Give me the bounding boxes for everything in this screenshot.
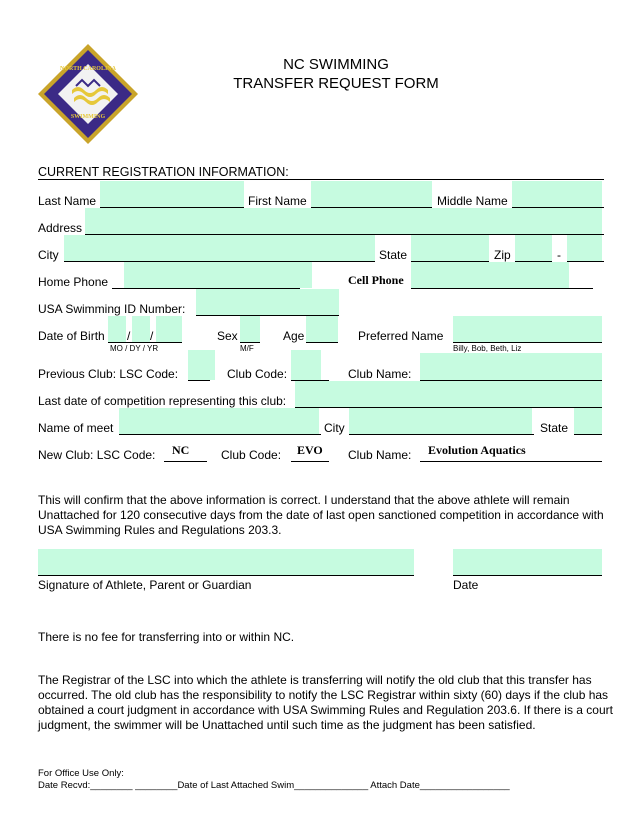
cell-phone-underline — [411, 288, 593, 289]
previous-club-label: Previous Club: LSC Code: — [38, 367, 179, 381]
prev-lsc-field[interactable] — [188, 350, 215, 380]
name-of-meet-label: Name of meet — [38, 421, 114, 435]
logo-diamond-icon — [36, 42, 140, 146]
dob-year-field[interactable] — [156, 316, 182, 342]
preferred-name-label: Preferred Name — [358, 329, 444, 343]
age-label: Age — [283, 329, 305, 343]
fee-text: There is no fee for transferring into or within NC. — [38, 630, 295, 644]
middle-name-field[interactable] — [512, 181, 602, 207]
first-name-field[interactable] — [311, 181, 432, 207]
meet-city-label: City — [324, 421, 345, 435]
meet-name-field[interactable] — [119, 408, 319, 434]
new-club-code-underline — [291, 461, 329, 462]
zip-ext-underline — [567, 261, 604, 262]
nc-swimming-logo — [36, 42, 140, 146]
meet-state-underline — [574, 434, 602, 435]
section-rule — [38, 179, 604, 180]
prev-club-code-label: Club Code: — [227, 367, 288, 381]
zip-label: Zip — [494, 248, 511, 262]
new-club-name-underline — [420, 461, 602, 462]
preferred-name-hint: Billy, Bob, Beth, Liz — [453, 344, 522, 353]
city-label: City — [38, 248, 59, 262]
last-name-field[interactable] — [100, 181, 244, 207]
first-name-label: First Name — [248, 194, 307, 208]
age-field[interactable] — [306, 316, 338, 342]
prev-lsc-underline — [188, 380, 210, 381]
new-club-name-value[interactable]: Evolution Aquatics — [428, 443, 526, 457]
meet-state-field[interactable] — [574, 408, 602, 434]
cell-phone-label: Cell Phone — [348, 273, 404, 287]
dob-slash-2: / — [150, 329, 154, 343]
last-date-label: Last date of competition representing this club: — [38, 394, 287, 408]
city-field[interactable] — [64, 235, 375, 261]
logo-bottom-text: SWIMMING — [70, 114, 106, 120]
dob-day-field[interactable] — [132, 316, 150, 342]
signature-label: Signature of Athlete, Parent or Guardian — [38, 578, 252, 592]
usa-id-label: USA Swimming ID Number: — [38, 302, 186, 316]
office-use-fields: Date Recvd:________ ________Date of Last Attached Swim______________ Attach Date_________________ — [38, 780, 510, 791]
meet-city-underline — [349, 434, 534, 435]
sex-underline — [240, 342, 260, 343]
preferred-name-underline — [453, 342, 602, 343]
date-underline — [453, 575, 602, 576]
home-phone-field[interactable] — [124, 262, 312, 288]
age-underline — [306, 342, 338, 343]
meet-name-underline — [119, 434, 321, 435]
zip-ext-field[interactable] — [567, 235, 602, 261]
zip-field[interactable] — [515, 235, 552, 261]
logo-top-text: NORTH CAROLINA — [60, 66, 116, 72]
new-club-name-label: Club Name: — [348, 448, 412, 462]
header-line-1: NC SWIMMING — [283, 56, 389, 73]
sex-hint: M/F — [240, 344, 254, 353]
signature-field[interactable] — [38, 549, 414, 575]
zip-dash: - — [557, 248, 561, 262]
sex-label: Sex — [217, 329, 238, 343]
last-name-label: Last Name — [38, 194, 97, 208]
new-club-label: New Club: LSC Code: — [38, 448, 156, 462]
office-use-title: For Office Use Only: — [38, 768, 124, 779]
signature-underline — [38, 575, 414, 576]
prev-club-name-field[interactable] — [420, 353, 602, 380]
dob-month-field[interactable] — [108, 316, 126, 342]
meet-city-field[interactable] — [349, 408, 532, 434]
last-date-field[interactable] — [295, 381, 602, 407]
new-club-code-value[interactable]: EVO — [297, 443, 323, 457]
middle-name-label: Middle Name — [437, 194, 508, 208]
date-field[interactable] — [453, 549, 602, 575]
usa-id-field[interactable] — [196, 289, 339, 315]
header-line-2: TRANSFER REQUEST FORM — [233, 75, 439, 92]
confirmation-text: This will confirm that the above information is correct. I understand that the above athlete will remain Unattached for 120 consecutive days from the date of last open sanctioned competition in accordance with USA Swimming Rules and Regulations 203.3. — [38, 493, 604, 537]
dob-underline — [108, 342, 182, 343]
registrar-text: The Registrar of the LSC into which the athlete is transferring will notify the old club that this transfer has occurred. The old club has the responsibility to notify the LSC Registrar within sixty (60) days if the club has obtained a court judgment in accordance with USA Swimming Rules and Regulation 203.6. If there is a court judgment, the swimmer will be Unattached until such time as the judgment has been satisfied. — [38, 673, 613, 732]
prev-club-code-field[interactable] — [291, 350, 321, 380]
preferred-name-field[interactable] — [453, 316, 602, 342]
state-label: State — [379, 248, 408, 262]
cell-phone-field[interactable] — [411, 262, 569, 288]
dob-hint: MO / DY / YR — [110, 344, 159, 353]
date-label: Date — [453, 578, 479, 592]
new-lsc-code-value[interactable]: NC — [172, 443, 190, 457]
new-club-code-label: Club Code: — [221, 448, 282, 462]
address-label: Address — [38, 221, 83, 235]
prev-club-name-label: Club Name: — [348, 367, 412, 381]
dob-label: Date of Birth — [38, 329, 105, 343]
sex-field[interactable] — [240, 316, 260, 342]
home-phone-label: Home Phone — [38, 275, 109, 289]
dob-slash-1: / — [127, 329, 131, 343]
state-field[interactable] — [411, 235, 489, 261]
new-lsc-underline — [164, 461, 207, 462]
address-field[interactable] — [85, 208, 602, 234]
section-title: CURRENT REGISTRATION INFORMATION: — [38, 165, 289, 179]
meet-state-label: State — [540, 421, 569, 435]
